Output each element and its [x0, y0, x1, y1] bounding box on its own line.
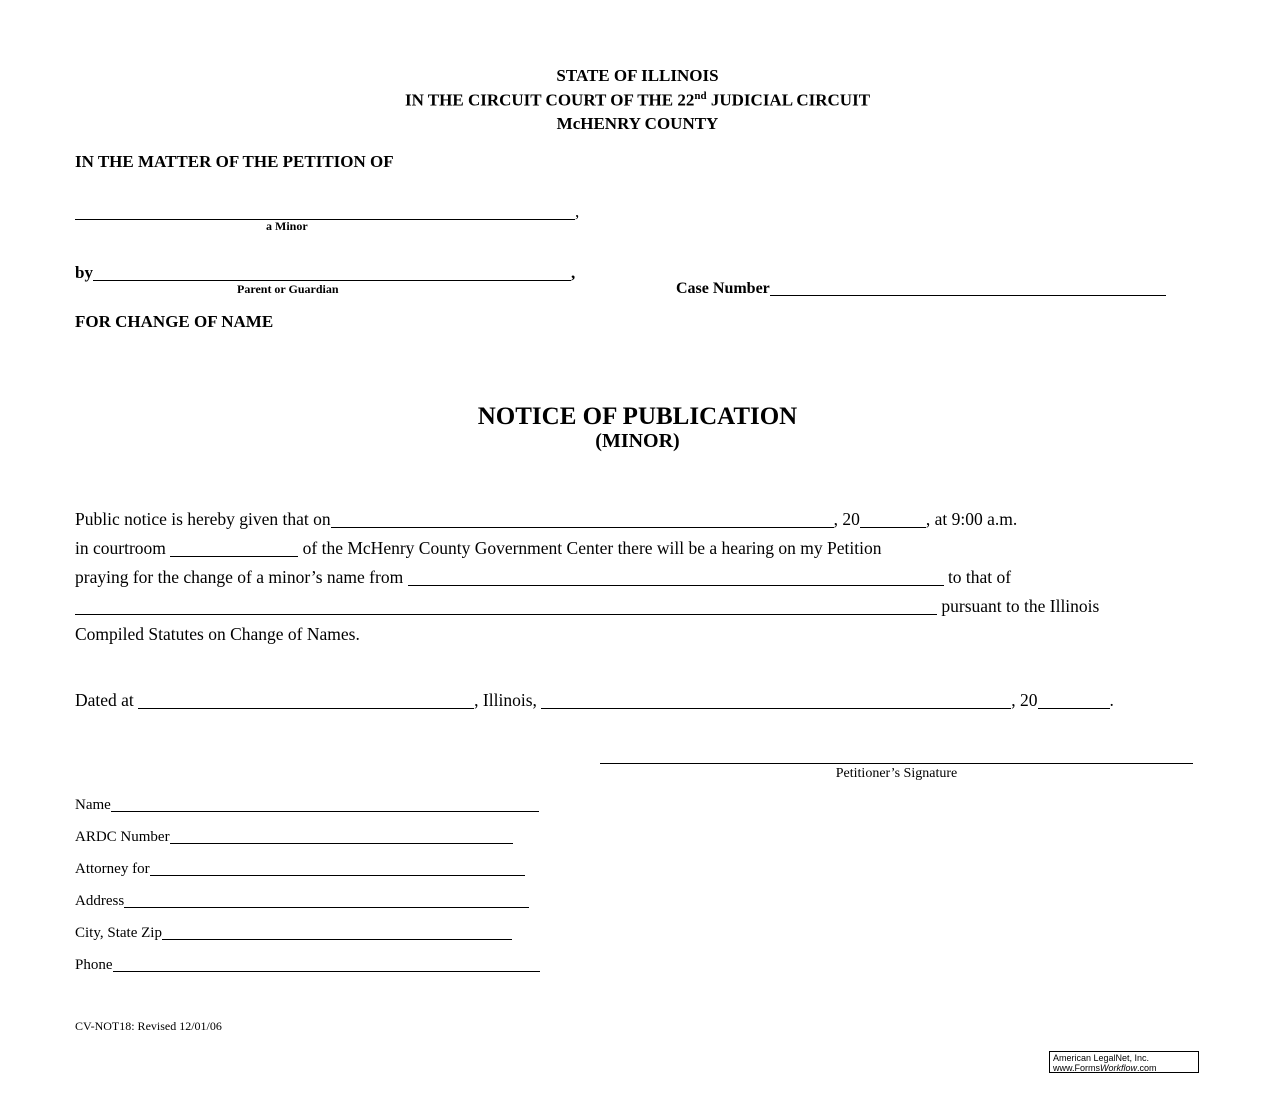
form-id: CV-NOT18: Revised 12/01/06 [75, 1019, 222, 1033]
address-field[interactable] [75, 892, 529, 910]
header-county: McHENRY COUNTY [556, 114, 719, 133]
notice-line-3 [75, 567, 1011, 588]
field-label: Attorney for [75, 861, 150, 877]
hearing-year-blank[interactable] [860, 510, 926, 529]
dated-line [75, 690, 1114, 711]
dated-text: Dated at [75, 690, 134, 710]
dated-place-blank[interactable] [138, 691, 474, 710]
logo-text: .com [1137, 1063, 1157, 1073]
attorney-name-field[interactable] [75, 796, 539, 814]
current-name-blank[interactable] [408, 568, 944, 587]
case-number-field[interactable] [676, 279, 1166, 298]
document-subtitle: (MINOR) [595, 430, 680, 452]
by-label: by [75, 263, 93, 282]
field-label: Phone [75, 957, 113, 973]
dated-text: , Illinois, [474, 690, 537, 710]
dated-text: , 20 [1011, 690, 1038, 710]
field-label: Name [75, 797, 111, 813]
dated-year-blank[interactable] [1038, 691, 1110, 710]
city-state-zip-field[interactable] [75, 924, 512, 942]
notice-line-2 [75, 538, 881, 559]
american-legalnet-logo [1049, 1051, 1199, 1073]
logo-text-italic: Workflow [1100, 1063, 1138, 1073]
field-label: Address [75, 893, 125, 909]
signature-label: Petitioner’s Signature [835, 766, 958, 781]
header-state: STATE OF ILLINOIS [556, 66, 719, 85]
header-court-text-2: JUDICIAL CIRCUIT [706, 90, 871, 110]
courtroom-blank[interactable] [170, 539, 298, 558]
notice-line-1 [75, 509, 1017, 530]
ardc-number-field[interactable] [75, 828, 513, 846]
new-name-blank[interactable] [75, 597, 937, 616]
header-court-text: IN THE CIRCUIT COURT OF THE 22 [404, 90, 695, 110]
case-number-label: Case Number [676, 280, 770, 297]
notice-text: , at 9:00 a.m. [925, 509, 1018, 529]
notice-text: to that of [947, 567, 1012, 587]
header-court-sup: nd [694, 90, 707, 102]
field-label: City, State Zip [75, 925, 162, 941]
logo-text: www.Forms [1053, 1063, 1100, 1073]
notice-text: Public notice is hereby given that on [75, 509, 331, 529]
notice-text: of the McHenry County Government Center there will be a hearing on my Petition [302, 538, 882, 558]
notice-text: , 20 [833, 509, 860, 529]
matter-heading: IN THE MATTER OF THE PETITION OF [75, 152, 394, 171]
minor-name-field[interactable]: , [75, 202, 579, 222]
purpose-heading: FOR CHANGE OF NAME [75, 312, 274, 331]
logo-line-1: American LegalNet, Inc. [1053, 1053, 1150, 1063]
parent-label: Parent or Guardian [237, 282, 339, 296]
dated-text: . [1109, 690, 1114, 710]
dated-date-blank[interactable] [541, 691, 1011, 710]
notice-text: praying for the change of a minor’s name from [75, 567, 404, 587]
notice-line-4 [75, 596, 1099, 617]
logo-line-2 [1053, 1063, 1198, 1073]
notice-text: in courtroom [75, 538, 166, 558]
document-title: NOTICE OF PUBLICATION [477, 403, 798, 430]
notice-text: pursuant to the Illinois [941, 596, 1100, 616]
notice-line-5: Compiled Statutes on Change of Names. [75, 624, 360, 644]
signature-line[interactable] [600, 763, 1193, 764]
parent-field[interactable]: by , [75, 263, 576, 282]
minor-label: a Minor [266, 219, 308, 233]
header-court [0, 90, 1275, 111]
phone-field[interactable] [75, 956, 540, 974]
hearing-date-blank[interactable] [331, 510, 834, 529]
field-label: ARDC Number [75, 829, 170, 845]
attorney-for-field[interactable] [75, 860, 525, 878]
